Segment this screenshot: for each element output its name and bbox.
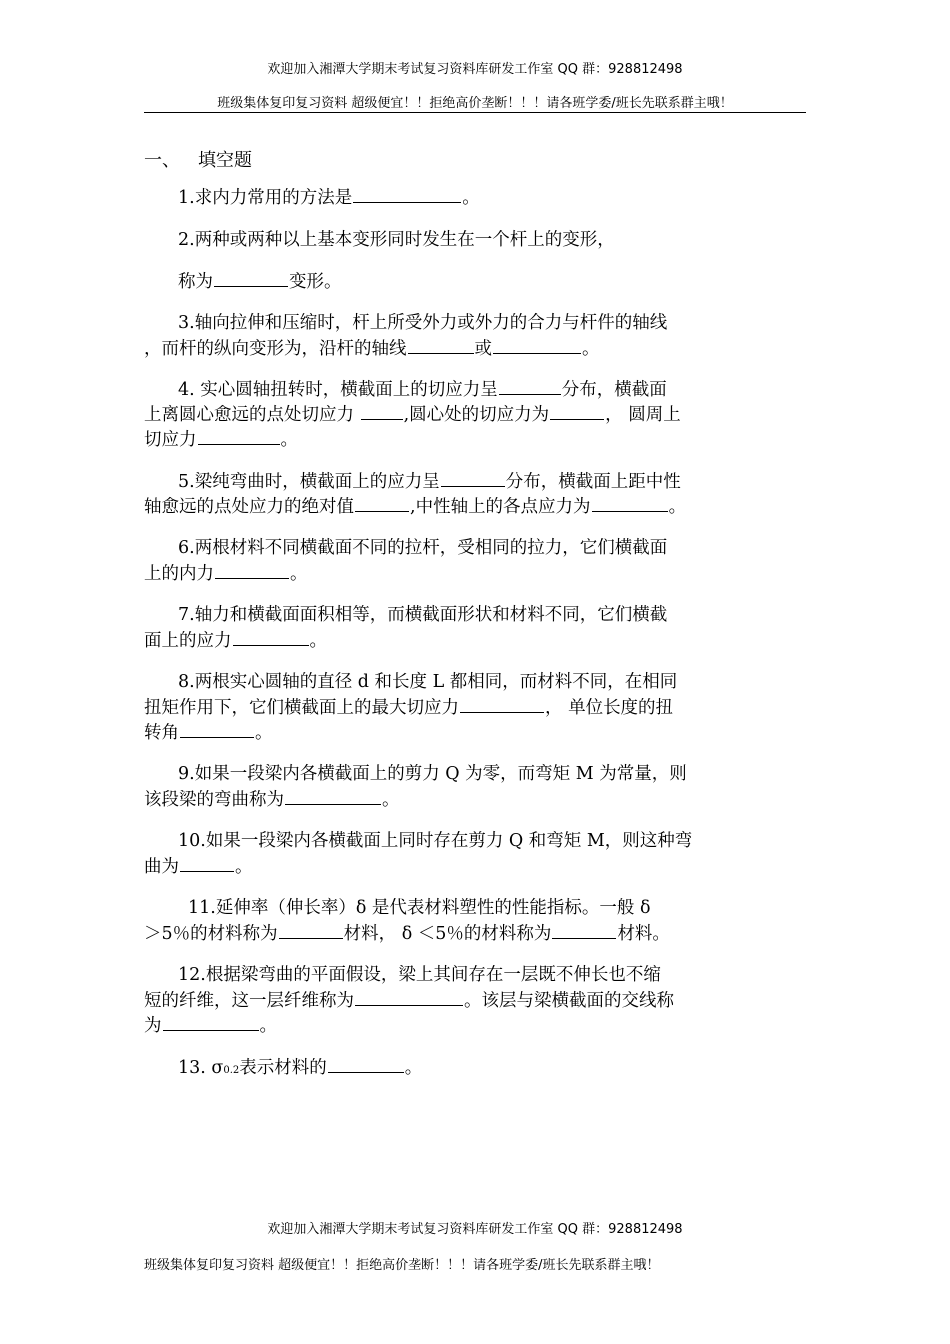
q5-end: 。 (668, 497, 687, 517)
question-4 (144, 377, 804, 452)
answer-blank[interactable] (214, 269, 288, 287)
footer-line-2: 班级集体复印复习资料 超级便宜！！拒绝高价垄断！！！请各班学委/班长先联系群主哦！ (144, 1258, 660, 1273)
answer-blank[interactable] (233, 628, 309, 646)
q8-end: 。 (255, 723, 273, 743)
q6-end: 。 (290, 564, 308, 584)
header-divider (144, 112, 806, 113)
footer-line-1: 欢迎加入湘潭大学期末考试复习资料库研发工作室 QQ 群：928812498 (267, 1222, 683, 1237)
question-5 (144, 469, 804, 519)
answer-blank[interactable] (215, 561, 289, 579)
q3-end: 。 (582, 339, 600, 359)
q4-text-5: ， 圆周上 (605, 405, 681, 425)
answer-blank[interactable] (592, 494, 668, 512)
question-3 (144, 311, 804, 361)
q4-end: 。 (280, 430, 298, 450)
q1-text: 1.求内力常用的方法是 (178, 188, 353, 208)
q12-text: 12.根据梁弯曲的平面假设，梁上其间存在一层既不伸长也不缩 (178, 965, 661, 985)
question-7 (144, 603, 804, 653)
answer-blank[interactable] (355, 494, 409, 512)
section-heading (144, 146, 252, 172)
q9-text: 9.如果一段梁内各横截面上的剪力 Q 为零，而弯矩 M 为常量，则 (178, 764, 687, 784)
q10-text: 10.如果一段梁内各横截面上同时存在剪力 Q 和弯矩 M，则这种弯 (178, 831, 693, 851)
answer-blank[interactable] (550, 402, 604, 420)
answer-blank[interactable] (198, 427, 280, 445)
answer-blank[interactable] (499, 377, 561, 395)
answer-blank[interactable] (460, 695, 544, 713)
q12-text-2: 短的纤维，这一层纤维称为 (144, 991, 354, 1011)
q5-text-3: 轴愈远的点处应力的绝对值 (144, 497, 354, 517)
q12-text-4: 为 (144, 1016, 162, 1036)
question-13 (144, 1055, 804, 1080)
q6-text: 6.两根材料不同横截面不同的拉杆，受相同的拉力，它们横截面 (178, 538, 668, 558)
q2-end: 变形。 (289, 272, 342, 292)
q13-subscript: 0.2 (223, 1065, 240, 1076)
q11-text: 11.延伸率（伸长率）δ 是代表材料塑性的性能指标。一般 δ (188, 898, 651, 918)
q8-text-4: 转角 (144, 723, 179, 743)
answer-blank[interactable] (552, 921, 616, 939)
q4-text-6: 切应力 (144, 430, 197, 450)
q10-text-2: 曲为 (144, 857, 179, 877)
question-1 (144, 185, 804, 210)
header-line-1: 欢迎加入湘潭大学期末考试复习资料库研发工作室 QQ 群：928812498 (267, 62, 683, 77)
answer-blank[interactable] (493, 336, 581, 354)
answer-blank[interactable] (353, 185, 461, 203)
answer-blank[interactable] (328, 1055, 404, 1073)
q13-end: 。 (404, 1058, 423, 1078)
q8-text-3: ， 单位长度的扭 (545, 698, 674, 718)
q2-text-2: 称为 (178, 272, 213, 292)
q3-text: 3.轴向拉伸和压缩时，杆上所受外力或外力的合力与杆件的轴线 (178, 313, 668, 333)
q12-text-3: 。该层与梁横截面的交线称 (464, 991, 674, 1011)
answer-blank[interactable] (180, 854, 234, 872)
q11-text-3: 材料， δ ＜5％的材料称为 (343, 924, 552, 944)
q10-end: 。 (235, 857, 253, 877)
q3-text-3: 或 (474, 339, 492, 359)
q13-text-2: 表示材料的 (239, 1058, 327, 1078)
q4-text-3: 上离圆心愈远的点处切应力 (144, 405, 360, 425)
answer-blank[interactable] (163, 1013, 259, 1031)
q7-text: 7.轴力和横截面面积相等，而横截面形状和材料不同，它们横截 (178, 605, 668, 625)
q7-text-2: 面上的应力 (144, 631, 232, 651)
q1-end: 。 (462, 188, 480, 208)
answer-blank[interactable] (441, 469, 505, 487)
question-2 (144, 228, 804, 294)
q9-text-2: 该段梁的弯曲称为 (144, 790, 284, 810)
answer-blank[interactable] (408, 336, 474, 354)
q12-end: 。 (259, 1016, 277, 1036)
q9-end: 。 (382, 790, 400, 810)
q5-text: 5.梁纯弯曲时，横截面上的应力呈 (178, 472, 440, 492)
section-number: 一、 (144, 150, 180, 171)
q5-text-2: 分布，横截面上距中性 (505, 472, 681, 492)
q4-text-2: 分布，横截面 (561, 380, 667, 400)
answer-blank[interactable] (355, 988, 463, 1006)
answer-blank[interactable] (180, 720, 254, 738)
section-title: 填空题 (198, 150, 252, 171)
q11-end: 材料。 (617, 924, 670, 944)
q3-text-2: ，而杆的纵向变形为，沿杆的轴线 (144, 339, 407, 359)
q13-text: 13. σ (178, 1058, 224, 1078)
question-9 (144, 762, 804, 812)
question-10 (144, 829, 804, 879)
q4-text: 4. 实心圆轴扭转时，横截面上的切应力呈 (178, 380, 498, 400)
answer-blank[interactable] (285, 787, 381, 805)
question-12 (144, 963, 804, 1038)
question-6 (144, 536, 804, 586)
question-8 (144, 670, 804, 745)
answer-blank[interactable] (279, 921, 343, 939)
q2-text: 2.两种或两种以上基本变形同时发生在一个杆上的变形， (178, 230, 615, 250)
q4-text-4: ,圆心处的切应力为 (403, 405, 550, 425)
q7-end: 。 (309, 631, 327, 651)
q5-text-4: ,中性轴上的各点应力为 (410, 497, 591, 517)
header-line-2: 班级集体复印复习资料 超级便宜！！拒绝高价垄断！！！请各班学委/班长先联系群主哦！ (217, 96, 733, 111)
q8-text-2: 扭矩作用下，它们横截面上的最大切应力 (144, 698, 459, 718)
answer-blank[interactable] (361, 402, 403, 420)
q6-text-2: 上的内力 (144, 564, 214, 584)
question-11 (144, 896, 804, 946)
q8-text: 8.两根实心圆轴的直径 d 和长度 L 都相同，而材料不同，在相同 (178, 672, 678, 692)
q11-text-2: ＞5％的材料称为 (144, 924, 278, 944)
